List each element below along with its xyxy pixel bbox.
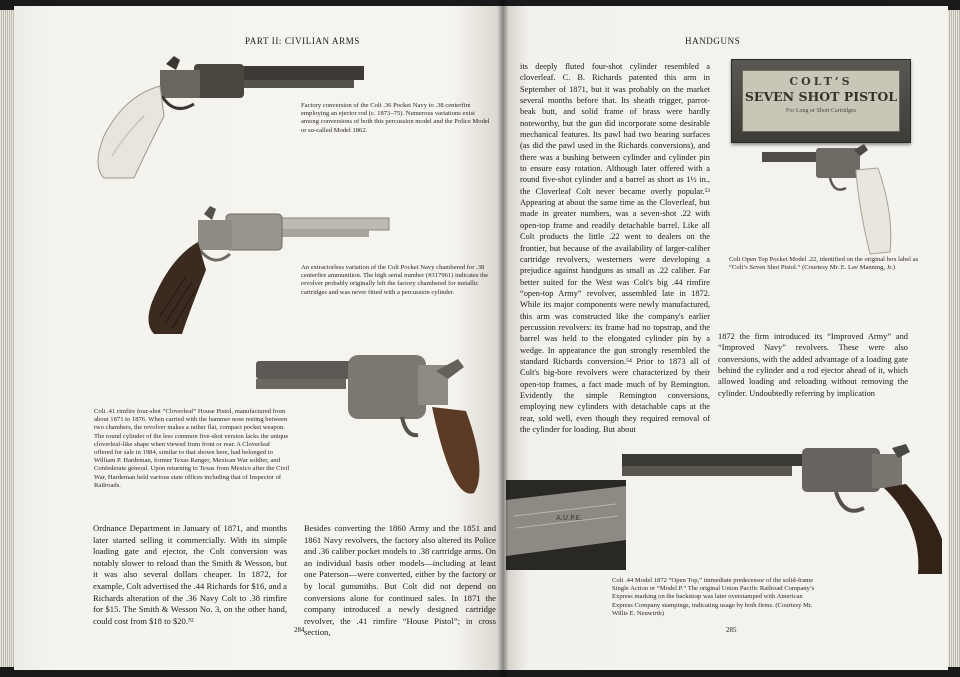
running-head-right: HANDGUNS	[685, 36, 741, 46]
caption-model-1872: Colt .44 Model 1872 “Open Top,” immediate predecessor of the solid-frame Single Action or “Model P.” The original Union Pacific Railroad Company’s Express marking on the backstrap was later overstamped with American Express Company stampings, indicating usage by both firms. (Courtesy Mr. Willis E. Neuwirth)	[612, 577, 815, 617]
page-number-left: 284	[294, 626, 305, 634]
book-gutter	[497, 0, 509, 677]
running-head-left: PART II: CIVILIAN ARMS	[245, 36, 360, 46]
svg-text:A.U.P.E.: A.U.P.E.	[556, 514, 583, 522]
caption-open-top-22: Colt Open Top Pocket Model .22, identified on the original box label as “Colt’s Seven Shot Pistol.” (Courtesy Mr. E. Lee Manning, Jr.)	[729, 256, 919, 272]
caption-cloverleaf: Colt .41 rimfire four-shot “Cloverleaf” House Pistol, manufactured from about 1871 to 1876. When carried with the hammer nose resting between two chambers, the revolver makes a rather flat, compact pocket weapon. The round cylinder of the less common five-shot version lacks the unique cloverleaf-like shape when viewed from front or rear. A Cloverleaf offered for sale in 1984, similar to that shown here, had belonged to William P. Hardeman, former Texas Ranger, Mexican War soldier, and Confederate general. Upon returning to Texas from Mexico after the Civil War, Hardeman held various state offices including that of Inspector of Railroads.	[94, 408, 290, 489]
revolver-open-top-22-photo	[760, 144, 900, 264]
page-edges-left	[0, 10, 14, 667]
caption-extractorless: An extractorless variation of the Colt Pocket Navy chambered for .38 centerfire ammunition. The high serial number (#317961) indicates the revolver probably originally left the factory chambered for metallic cartridges and was never fitted with a percussion cylinder.	[301, 264, 489, 296]
box-label	[742, 70, 900, 132]
body-text-column-2: Besides converting the 1860 Army and the 1851 and 1861 Navy revolvers, the factory also altered its Police and .36 caliber pocket models to .38 cartridge arms. On an individual basis other models—including at least one Paterson—were converted, either by the factory or by local gunsmiths. But Colt did not depend on conversions alone for continued sales. In 1871 the company introduced a newly designed cartridge revolver, the .41 rimfire “House Pistol”; in cross section,	[304, 523, 496, 638]
body-text-column-4: 1872 the firm introduced its “Improved Army” and “Improved Navy” revolvers. These were also conversions, with the added advantage of a loading gate behind the cylinder and a rod ejector ahead of it, which allowed loading and reloading without removing the cylinder. Undoubtedly referring by implication	[718, 332, 908, 398]
right-page	[502, 6, 948, 670]
revolver-model-1872-photo	[622, 444, 942, 584]
box-label-line-2: SEVEN SHOT PISTOL	[744, 89, 898, 104]
body-text-column-3: its deeply fluted four-shot cylinder resembled a cloverleaf. C. B. Richards patented this arm in September of 1871, but it was probably on the market several months before that. Its sheath trigger, parrot-beak butt, and solid frame of brass were hardly noteworthy, but the gun did incorporate some desirable mechanical features. Its pawl had two bearing surfaces (as did the pawl used in the Richards conversions), and there was a bushing between cylinder and cylinder pin to ensure easy rotation. Although later offered with a round five-shot cylinder and a barrel as short as 1½ in., the Cloverleaf Colt never became overly popular.⁵³ Appearing at about the same time as the Cloverleaf, but made in greater numbers, was a seven-shot .22 with open-top frame and readily detachable barrel. Like all Colt products the little .22 went to dealers on the frontier, but because of the availability of larger-caliber cartridge revolvers, westerners were developing a prejudice against handguns as small as .22 caliber. Far better suited for the West was Colt's big .44 rimfire “open-top Army” revolver, assembled late in 1872. While its major components were newly manufactured, this arm was constructed like the company's earlier percussion revolvers: its frame had no topstrap, and the barrel was held to the elongated cylinder pin by a wedge. In appearance the gun strongly resembled the standard Richards conversion.⁵⁴ Prior to 1873 all of Colt's big-bore revolvers were characterized by their open-top frames, a fact made much of by Remington. Evidently the simple Remington conversions, employing new cylinders with detachable caps at the rear, sold well, even though they required removal of the cylinder for loading. But about	[520, 62, 710, 434]
box-label-photo	[731, 59, 911, 143]
body-text-column-1: Ordnance Department in January of 1871, and months later started selling it commercially. With its simple loading gate and ejector, the Colt conversion was notably slower to reload than the Smith & Wesson, but it was also several dollars cheaper. In 1872, for example, Colt advertised the .44 Richards for $16, and a Richards alteration of the .36 Navy Colt to .38 rimfire for $15. The Smith & Wesson No. 3, on the other hand, could cost from $18 to $20.⁵²	[93, 523, 287, 626]
page-edges-right	[946, 10, 960, 667]
backstrap-closeup-photo	[506, 480, 626, 570]
box-label-line-3: For Long or Short Cartridges	[786, 108, 856, 114]
caption-pocket-navy: Factory conversion of the Colt .36 Pocket Navy to .38 centerfire employing an ejector rod (c. 1873–75). Numerous variations exist among conversions of both this percussion model and the Police Model or so-called Model 1862.	[301, 102, 490, 134]
box-label-line-1: COLT’S	[789, 75, 853, 88]
page-number-right: 285	[726, 626, 737, 634]
left-page	[14, 6, 502, 670]
